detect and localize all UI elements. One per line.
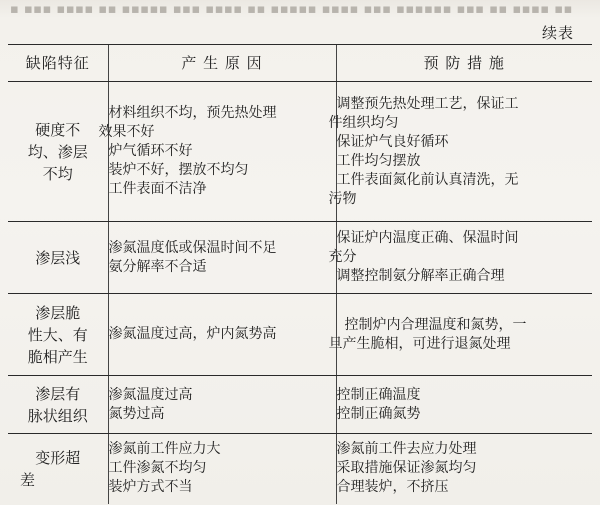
cause-cell [108, 294, 336, 376]
cause-line: 渗氮温度低或保温时间不足 [108, 239, 277, 256]
prevention-line: 采取措施保证渗氮均匀 [336, 460, 477, 477]
defects-table [8, 44, 592, 504]
prevention-cell [328, 294, 592, 376]
bleed-through-text: ▪ ▪▪▪ ▪▪▪▪ ▪▪ ▪▪▪▪▪ ▪▪▪ ▪▪▪▪ ▪▪ ▪▪▪▪▪ ▪▪▪▪ ▪▪▪ ▪▪▪▪▪▪ ▪▪▪ ▪▪ ▪▪▪▪ ▪▪ [10, 2, 573, 17]
prevention-line: 渗氮前工件去应力处理 [336, 441, 477, 458]
feature-line: 渗层有 [35, 384, 81, 403]
prevention-line: 充分 [328, 249, 357, 265]
cause-cell [108, 434, 336, 504]
prevention-line: 控制炉内合理温度和氮势，一 [344, 316, 527, 333]
cause-line: 渗氮温度过高，炉内氮势高 [108, 326, 277, 342]
prevention-cell [336, 376, 592, 434]
table-header-row [8, 45, 592, 82]
prevention-line: 工件均匀摆放 [336, 152, 421, 169]
cause-line: 工件表面不洁净 [108, 181, 207, 197]
cause-cell [108, 222, 336, 294]
cause-line: 氮势过高 [108, 405, 165, 422]
cause-line: 渗氮温度过高 [108, 386, 193, 403]
prevention-line: 件组织均匀 [328, 114, 399, 131]
prevention-line: 调整控制氨分解率正确合理 [336, 268, 505, 284]
feature-cell [8, 294, 108, 376]
prevention-line: 调整预先热处理工艺，保证工 [336, 95, 519, 112]
prevention-line: 保证炉气良好循环 [336, 133, 449, 150]
feature-cell [8, 434, 108, 504]
feature-cell [8, 222, 108, 294]
prevention-line: 合理装炉，不挤压 [336, 479, 449, 496]
cause-line: 材料组织不均，预先热处理 [108, 105, 277, 121]
prevention-line: 污物 [328, 190, 357, 207]
prevention-line: 保证炉内温度正确、保温时间 [336, 230, 519, 246]
feature-line: 脉状组织 [27, 406, 88, 425]
feature-line: 均、渗层 [27, 142, 88, 161]
cause-line: 工件渗氮不均匀 [108, 460, 207, 477]
feature-line: 脆相产生 [27, 347, 88, 366]
prevention-line: 工件表面氮化前认真清洗，无 [336, 171, 519, 188]
feature-cell [8, 82, 108, 222]
feature-line: 渗层脆 [35, 303, 81, 322]
feature-line: 性大、有 [27, 325, 88, 344]
prevention-line: 控制正确氮势 [336, 405, 421, 422]
header-cause: 产 生 原 因 [108, 45, 336, 82]
cause-line: 效果不好 [98, 124, 155, 140]
feature-line: 差 [20, 470, 36, 489]
cause-cell [108, 376, 336, 434]
feature-line: 变形超 [35, 448, 81, 467]
prevention-cell [328, 222, 592, 294]
prevention-line: 旦产生脆相，可进行退氮处理 [328, 335, 511, 352]
feature-line: 渗层浅 [35, 248, 81, 267]
cause-line: 渗氮前工件应力大 [108, 441, 221, 458]
cause-cell [98, 82, 336, 222]
cause-line: 炉气循环不好 [108, 143, 193, 159]
table-row [8, 376, 592, 434]
table-row [8, 294, 592, 376]
table-row [8, 434, 592, 504]
prevention-cell [336, 434, 592, 504]
cause-line: 装炉不好，摆放不均匀 [108, 162, 249, 178]
header-defect-feature: 缺陷特征 [8, 45, 108, 82]
continued-label: 续表 [541, 24, 574, 42]
table-row [8, 222, 592, 294]
feature-line: 硬度不 [35, 120, 81, 139]
feature-cell [8, 376, 108, 434]
prevention-cell [328, 82, 592, 222]
table-row [8, 82, 592, 222]
header-prevention: 预 防 措 施 [336, 45, 592, 82]
feature-line: 不均 [42, 164, 73, 183]
prevention-line: 控制正确温度 [336, 386, 421, 403]
cause-line: 氨分解率不合适 [108, 258, 207, 275]
cause-line: 装炉方式不当 [108, 479, 193, 496]
